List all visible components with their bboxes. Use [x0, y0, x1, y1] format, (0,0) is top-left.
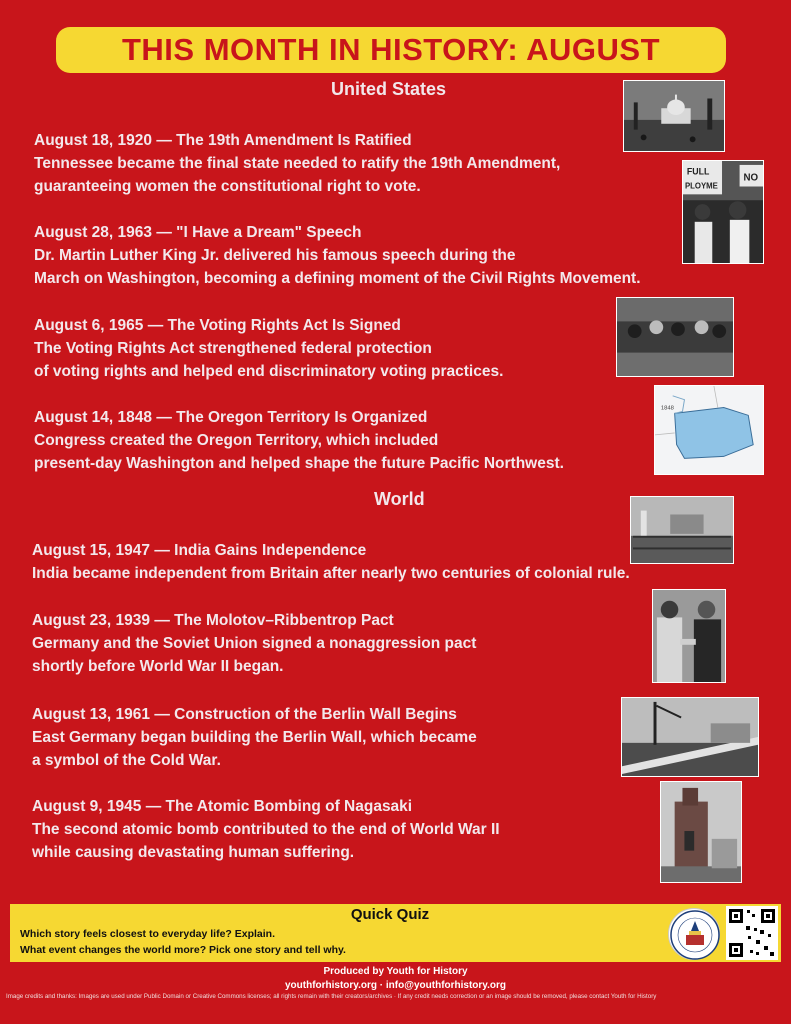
protest-sign-text: NO — [743, 172, 759, 184]
entry-line: guaranteeing women the constitutional right to vote. — [34, 178, 421, 195]
entry-voting-rights-act — [34, 314, 503, 383]
entry-line: while causing devastating human suffering. — [32, 844, 355, 861]
entry-line: The Voting Rights Act strengthened federal protection — [34, 340, 432, 357]
entry-heading: August 18, 1920 — The 19th Amendment Is Ratified — [34, 132, 412, 149]
entry-india-independence — [32, 539, 630, 585]
entry-line: Tennessee became the final state needed to ratify the 19th Amendment, — [34, 155, 561, 172]
entry-berlin-wall — [32, 703, 477, 772]
entry-heading: August 28, 1963 — "I Have a Dream" Speech — [34, 224, 362, 241]
entry-heading: August 23, 1939 — The Molotov–Ribbentrop Pact — [32, 612, 394, 629]
entry-heading: August 6, 1965 — The Voting Rights Act Is Signed — [34, 317, 401, 334]
footer-credits: Image credits and thanks: Images are used under Public Domain or Creative Commons licenses; all rights remain with their creators/archives · If any credit needs correction or an image should be removed, please contact Youth for History — [6, 993, 657, 1000]
nagasaki-photo — [660, 781, 742, 883]
entry-line: a symbol of the Cold War. — [32, 752, 221, 769]
oregon-territory-map — [654, 385, 764, 475]
entry-molotov-pact — [32, 609, 476, 678]
march-on-washington-photo — [682, 160, 764, 264]
quiz-title: Quick Quiz — [350, 906, 430, 923]
berlin-wall-photo — [621, 697, 759, 777]
entry-19th-amendment — [34, 129, 560, 198]
entry-line: The second atomic bomb contributed to the end of World War II — [32, 821, 500, 838]
entry-line: Congress created the Oregon Territory, which included — [34, 432, 439, 449]
molotov-ribbentrop-photo — [652, 589, 726, 683]
entry-heading: August 15, 1947 — India Gains Independence — [32, 542, 367, 559]
entry-oregon-territory — [34, 406, 564, 475]
protest-sign-text: FULL — [686, 166, 710, 177]
india-independence-photo — [630, 496, 734, 564]
map-year-label: 1848 — [660, 405, 674, 412]
qr-code[interactable] — [726, 906, 778, 960]
section-heading-world: World — [374, 489, 425, 509]
entry-i-have-a-dream — [34, 221, 641, 290]
section-heading-us: United States — [331, 79, 447, 99]
entry-line: Germany and the Soviet Union signed a nonaggression pact — [32, 635, 477, 652]
entry-nagasaki — [32, 795, 500, 864]
entry-line: present-day Washington and helped shape the future Pacific Northwest. — [34, 455, 564, 472]
title-banner — [56, 27, 726, 73]
protest-sign-text: PLOYME — [684, 181, 718, 191]
quiz-box — [10, 904, 781, 962]
entry-heading: August 9, 1945 — The Atomic Bombing of Nagasaki — [32, 798, 413, 815]
entry-line: India became independent from Britain after nearly two centuries of colonial rule. — [32, 565, 630, 582]
page-title: THIS MONTH IN HISTORY: AUGUST — [121, 32, 661, 67]
entry-line: shortly before World War II began. — [32, 658, 284, 675]
entry-line: Dr. Martin Luther King Jr. delivered his famous speech during the — [34, 247, 516, 264]
entry-line: March on Washington, becoming a defining moment of the Civil Rights Movement. — [34, 270, 641, 287]
voting-rights-signing-photo — [616, 297, 734, 377]
quiz-question-1: Which story feels closest to everyday life? Explain. — [20, 928, 276, 940]
footer-contact[interactable]: youthforhistory.org · info@youthforhistory.org — [284, 980, 507, 991]
capitol-photo — [623, 80, 725, 152]
quiz-question-2: What event changes the world more? Pick one story and tell why. — [20, 944, 346, 956]
entry-heading: August 14, 1848 — The Oregon Territory Is Organized — [34, 409, 428, 426]
youth-for-history-logo — [668, 908, 720, 960]
entry-line: East Germany began building the Berlin Wall, which became — [32, 729, 477, 746]
entry-line: of voting rights and helped end discriminatory voting practices. — [34, 363, 504, 380]
footer-produced-by: Produced by Youth for History — [323, 966, 468, 977]
entry-heading: August 13, 1961 — Construction of the Berlin Wall Begins — [32, 706, 457, 723]
